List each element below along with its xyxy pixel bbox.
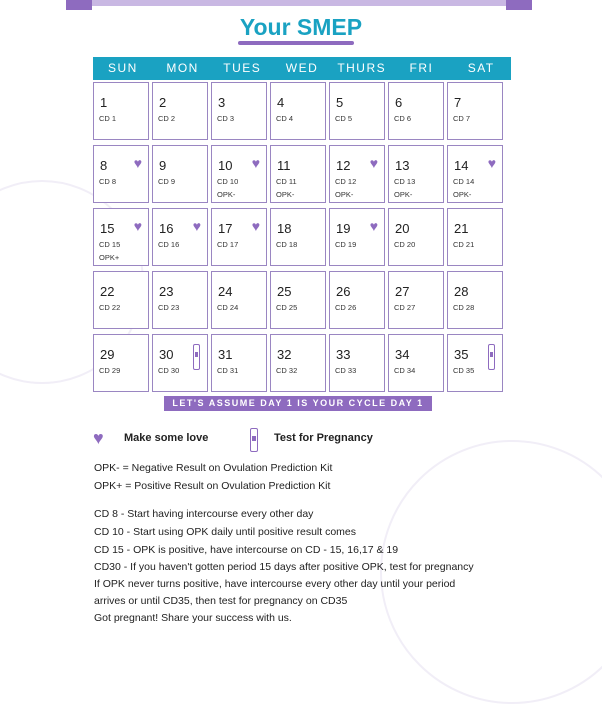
cycle-day-label: CD 8 bbox=[99, 177, 117, 186]
calendar-day-31 bbox=[211, 334, 267, 392]
calendar-day-11 bbox=[270, 145, 326, 203]
day-number: 3 bbox=[218, 95, 226, 110]
heart-icon: ♥ bbox=[369, 155, 378, 171]
weekday-wed: WED bbox=[285, 61, 319, 75]
cycle-day-label: CD 23 bbox=[158, 303, 180, 312]
day-number: 6 bbox=[395, 95, 403, 110]
calendar-day-25 bbox=[270, 271, 326, 329]
note-line: CD 8 - Start having intercourse every other day bbox=[94, 508, 314, 520]
calendar-day-22 bbox=[93, 271, 149, 329]
note-line: CD30 - If you haven't gotten period 15 days after positive OPK, test for pregnancy bbox=[94, 561, 474, 573]
opk-result: OPK- bbox=[217, 190, 236, 199]
calendar-day-35 bbox=[447, 334, 503, 392]
day-number: 23 bbox=[159, 284, 174, 299]
calendar-day-2 bbox=[152, 82, 208, 140]
cycle-day-label: CD 19 bbox=[335, 240, 357, 249]
calendar-day-27 bbox=[388, 271, 444, 329]
heart-icon: ♥ bbox=[133, 218, 142, 234]
cycle-day-label: CD 22 bbox=[99, 303, 121, 312]
calendar-week bbox=[93, 334, 513, 394]
calendar-day-10 bbox=[211, 145, 267, 203]
heart-icon: ♥ bbox=[192, 218, 201, 234]
weekday-sun: SUN bbox=[107, 61, 138, 75]
weekday-thurs: THURS bbox=[337, 61, 387, 75]
calendar-day-29 bbox=[93, 334, 149, 392]
cycle-day-label: CD 14 bbox=[453, 177, 475, 186]
opk-result: OPK- bbox=[453, 190, 472, 199]
note-line: CD 15 - OPK is positive, have intercourse on CD - 15, 16,17 & 19 bbox=[94, 544, 399, 556]
day-number: 11 bbox=[277, 158, 291, 173]
heart-icon: ♥ bbox=[369, 218, 378, 234]
cycle-day-label: CD 24 bbox=[217, 303, 239, 312]
day-number: 20 bbox=[395, 221, 410, 236]
cycle-day-label: CD 34 bbox=[394, 366, 416, 375]
top-bar-accent-right bbox=[506, 0, 532, 10]
weekday-tues: TUES bbox=[223, 61, 262, 75]
cycle-day-label: CD 12 bbox=[335, 177, 357, 186]
cycle-day-label: CD 30 bbox=[158, 366, 180, 375]
cycle-day-label: CD 29 bbox=[99, 366, 121, 375]
day-number: 16 bbox=[159, 221, 174, 236]
heart-icon: ♥ bbox=[93, 428, 104, 448]
pregnancy-test-icon bbox=[193, 344, 200, 370]
day-number: 26 bbox=[336, 284, 351, 299]
note-line: If OPK never turns positive, have intercourse every other day until your period bbox=[94, 578, 456, 590]
cycle-day-label: CD 32 bbox=[276, 366, 298, 375]
cycle-day-label: CD 10 bbox=[217, 177, 239, 186]
cycle-day-label: CD 27 bbox=[394, 303, 416, 312]
calendar-day-6 bbox=[388, 82, 444, 140]
calendar-day-13 bbox=[388, 145, 444, 203]
calendar-day-33 bbox=[329, 334, 385, 392]
cycle-day-label: CD 28 bbox=[453, 303, 475, 312]
cycle-day-label: CD 21 bbox=[453, 240, 475, 249]
day-number: 7 bbox=[454, 95, 462, 110]
calendar-day-28 bbox=[447, 271, 503, 329]
calendar-day-23 bbox=[152, 271, 208, 329]
cycle-day-label: CD 9 bbox=[158, 177, 176, 186]
day-number: 1 bbox=[100, 95, 108, 110]
day-number: 9 bbox=[159, 158, 167, 173]
day-number: 10 bbox=[218, 158, 233, 173]
calendar-day-32 bbox=[270, 334, 326, 392]
calendar-day-5 bbox=[329, 82, 385, 140]
cycle-day-label: CD 26 bbox=[335, 303, 357, 312]
calendar-day-16 bbox=[152, 208, 208, 266]
cycle-day-label: CD 17 bbox=[217, 240, 239, 249]
note-line: CD 10 - Start using OPK daily until positive result comes bbox=[94, 526, 357, 538]
calendar-day-19 bbox=[329, 208, 385, 266]
heart-icon: ♥ bbox=[487, 155, 496, 171]
legend bbox=[93, 430, 513, 450]
calendar-day-30 bbox=[152, 334, 208, 392]
calendar-day-17 bbox=[211, 208, 267, 266]
heart-icon: ♥ bbox=[251, 218, 260, 234]
calendar-day-18 bbox=[270, 208, 326, 266]
cycle-day-label: CD 7 bbox=[453, 114, 471, 123]
calendar-day-20 bbox=[388, 208, 444, 266]
day-number: 17 bbox=[218, 221, 233, 236]
top-bar bbox=[66, 0, 532, 6]
calendar-week bbox=[93, 271, 513, 331]
pregnancy-test-icon bbox=[250, 428, 258, 452]
cycle-day-label: CD 33 bbox=[335, 366, 357, 375]
calendar-day-12 bbox=[329, 145, 385, 203]
opk-result: OPK- bbox=[335, 190, 354, 199]
cycle-day-label: CD 4 bbox=[276, 114, 294, 123]
heart-icon: ♥ bbox=[133, 155, 142, 171]
calendar-day-9 bbox=[152, 145, 208, 203]
calendar-day-15 bbox=[93, 208, 149, 266]
day-number: 25 bbox=[277, 284, 292, 299]
cycle-day-label: CD 25 bbox=[276, 303, 298, 312]
cycle-day-label: CD 5 bbox=[335, 114, 353, 123]
day-number: 31 bbox=[218, 347, 233, 362]
cycle-day-label: CD 6 bbox=[394, 114, 412, 123]
cycle-day-label: CD 3 bbox=[217, 114, 235, 123]
cycle-day-label: CD 35 bbox=[453, 366, 475, 375]
weekday-mon: MON bbox=[166, 61, 199, 75]
top-bar-accent-left bbox=[66, 0, 92, 10]
page-title: Your SMEP bbox=[239, 14, 363, 40]
day-number: 32 bbox=[277, 347, 292, 362]
day-number: 8 bbox=[100, 158, 108, 173]
day-number: 19 bbox=[336, 221, 351, 236]
day-number: 13 bbox=[395, 158, 410, 173]
calendar-day-24 bbox=[211, 271, 267, 329]
day-number: 30 bbox=[159, 347, 174, 362]
day-number: 22 bbox=[100, 284, 115, 299]
weekday-fri: FRI bbox=[409, 61, 434, 75]
calendar-day-26 bbox=[329, 271, 385, 329]
note-line: Got pregnant! Share your success with us. bbox=[94, 612, 292, 624]
heart-icon: ♥ bbox=[251, 155, 260, 171]
cycle-day-label: CD 1 bbox=[99, 114, 117, 123]
opk-negative-legend: OPK- = Negative Result on Ovulation Prediction Kit bbox=[94, 462, 333, 474]
calendar-week bbox=[93, 82, 513, 142]
calendar-day-4 bbox=[270, 82, 326, 140]
day-number: 24 bbox=[218, 284, 233, 299]
calendar-week bbox=[93, 145, 513, 205]
legend-love-label: Make some love bbox=[124, 432, 209, 444]
pregnancy-test-icon bbox=[488, 344, 495, 370]
day-number: 21 bbox=[454, 221, 469, 236]
cycle-day-banner: LET'S ASSUME DAY 1 IS YOUR CYCLE DAY 1 bbox=[164, 396, 432, 411]
calendar-day-7 bbox=[447, 82, 503, 140]
calendar-day-8 bbox=[93, 145, 149, 203]
calendar-day-3 bbox=[211, 82, 267, 140]
day-number: 27 bbox=[395, 284, 410, 299]
day-number: 35 bbox=[454, 347, 469, 362]
calendar-week bbox=[93, 208, 513, 268]
cycle-day-label: CD 31 bbox=[217, 366, 239, 375]
opk-result: OPK+ bbox=[99, 253, 120, 262]
weekday-sat: SAT bbox=[467, 61, 495, 75]
cycle-day-label: CD 15 bbox=[99, 240, 121, 249]
day-number: 5 bbox=[336, 95, 344, 110]
cycle-day-label: CD 18 bbox=[276, 240, 298, 249]
day-number: 15 bbox=[100, 221, 115, 236]
day-number: 28 bbox=[454, 284, 469, 299]
calendar-day-14 bbox=[447, 145, 503, 203]
calendar-day-34 bbox=[388, 334, 444, 392]
note-line: arrives or until CD35, then test for pregnancy on CD35 bbox=[94, 595, 348, 607]
legend-test-label: Test for Pregnancy bbox=[274, 432, 373, 444]
day-number: 2 bbox=[159, 95, 167, 110]
cycle-day-label: CD 11 bbox=[276, 177, 297, 186]
opk-result: OPK- bbox=[394, 190, 413, 199]
calendar-day-21 bbox=[447, 208, 503, 266]
cycle-day-label: CD 16 bbox=[158, 240, 180, 249]
day-number: 33 bbox=[336, 347, 351, 362]
day-number: 4 bbox=[277, 95, 285, 110]
day-number: 34 bbox=[395, 347, 410, 362]
cycle-day-label: CD 13 bbox=[394, 177, 416, 186]
opk-positive-legend: OPK+ = Positive Result on Ovulation Prediction Kit bbox=[94, 480, 331, 492]
day-number: 12 bbox=[336, 158, 351, 173]
day-number: 18 bbox=[277, 221, 292, 236]
cycle-day-label: CD 2 bbox=[158, 114, 176, 123]
opk-result: OPK- bbox=[276, 190, 295, 199]
cycle-day-label: CD 20 bbox=[394, 240, 416, 249]
day-number: 29 bbox=[100, 347, 115, 362]
calendar-day-1 bbox=[93, 82, 149, 140]
calendar-grid bbox=[93, 82, 513, 397]
weekday-header bbox=[93, 57, 511, 80]
day-number: 14 bbox=[454, 158, 469, 173]
title-underline bbox=[238, 41, 354, 45]
